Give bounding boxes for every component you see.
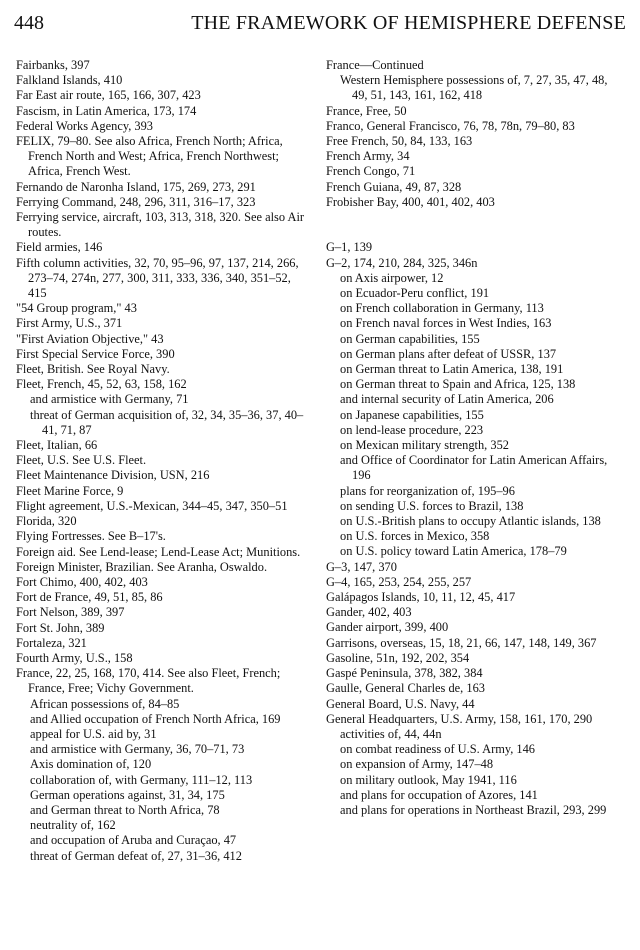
index-entry: Fleet Maintenance Division, USN, 216 — [16, 468, 210, 483]
index-entry: G–4, 165, 253, 254, 255, 257 — [326, 574, 472, 589]
index-entry: Florida, 320 — [16, 514, 77, 529]
index-subentry: and internal security of Latin America, 206 — [340, 392, 554, 407]
index-entry: Fleet, British. See Royal Navy. — [16, 362, 170, 377]
index-column-left — [16, 58, 308, 864]
index-entry: Fairbanks, 397 — [16, 58, 90, 72]
index-entry: FELIX, 79–80. See also Africa, French North; Africa, French North and West; Africa, French Northwest; Africa, French West. — [16, 134, 283, 179]
index-subentry: and German threat to North Africa, 78 — [30, 802, 220, 817]
index-entry: Federal Works Agency, 393 — [16, 118, 153, 133]
index-entry: Fortaleza, 321 — [16, 635, 87, 650]
index-entry: Field armies, 146 — [16, 240, 103, 255]
index-entry: Foreign Minister, Brazilian. See Aranha, Oswaldo. — [16, 559, 268, 574]
index-entry: Gaulle, General Charles de, 163 — [326, 681, 485, 696]
index-entry: France—Continued — [326, 58, 424, 72]
index-subentry: and occupation of Aruba and Curaçao, 47 — [30, 833, 237, 848]
index-subentry: collaboration of, with Germany, 111–12, 113 — [30, 772, 253, 787]
running-title: THE FRAMEWORK OF HEMISPHERE DEFENSE — [191, 12, 626, 34]
index-subentry: on lend-lease procedure, 223 — [340, 422, 484, 437]
index-entry: "First Aviation Objective," 43 — [16, 331, 164, 346]
index-entry: Gander airport, 399, 400 — [326, 620, 449, 635]
index-entry: Fifth column activities, 32, 70, 95–96, 97, 137, 214, 266, 273–74, 274n, 277, 300, 311, 333, 336, 340, 351–52, 415 — [16, 255, 299, 301]
index-entry: Gaspé Peninsula, 378, 382, 384 — [326, 666, 483, 681]
index-entry: Fort Chimo, 400, 402, 403 — [16, 574, 148, 589]
index-subentry: and armistice with Germany, 71 — [30, 392, 189, 407]
index-entry: Garrisons, overseas, 15, 18, 21, 66, 147, 148, 149, 367 — [326, 635, 597, 650]
page-number: 448 — [14, 12, 44, 34]
index-subentry: plans for reorganization of, 195–96 — [340, 483, 515, 498]
index-subentry: and plans for occupation of Azores, 141 — [340, 787, 538, 802]
index-subentry: Western Hemisphere possessions of, 7, 27, 35, 47, 48, 49, 51, 143, 161, 162, 418 — [340, 73, 608, 103]
index-subentry: neutrality of, 162 — [30, 818, 116, 833]
index-entry: Fleet Marine Force, 9 — [16, 483, 124, 498]
index-entry: Gander, 402, 403 — [326, 605, 412, 620]
index-entry: Flying Fortresses. See B–17's. — [16, 529, 166, 544]
index-subentry: and Allied occupation of French North Africa, 169 — [30, 711, 281, 726]
index-entry: G–3, 147, 370 — [326, 559, 397, 574]
index-subentry: on expansion of Army, 147–48 — [340, 757, 494, 772]
index-subentry: on French naval forces in West Indies, 163 — [340, 316, 552, 331]
index-entry: French Army, 34 — [326, 149, 410, 164]
index-subentry: on German plans after defeat of USSR, 137 — [340, 346, 557, 361]
index-entry: Falkland Islands, 410 — [16, 73, 123, 88]
index-entry: Foreign aid. See Lend-lease; Lend-Lease Act; Munitions. — [16, 544, 301, 559]
index-subentry: appeal for U.S. aid by, 31 — [30, 726, 157, 741]
index-subentry: on German capabilities, 155 — [340, 331, 480, 346]
index-subentry: activities of, 44, 44n — [340, 726, 442, 741]
index-entry: French Guiana, 49, 87, 328 — [326, 179, 462, 194]
index-subentry: on French collaboration in Germany, 113 — [340, 301, 544, 316]
index-subentry: German operations against, 31, 34, 175 — [30, 787, 225, 802]
index-entry: First Special Service Force, 390 — [16, 346, 175, 361]
index-entry: Fernando de Naronha Island, 175, 269, 273, 291 — [16, 179, 256, 194]
index-entry: Free French, 50, 84, 133, 163 — [326, 134, 473, 149]
index-subentry: on Japanese capabilities, 155 — [340, 407, 484, 422]
index-entry: Frobisher Bay, 400, 401, 402, 403 — [326, 194, 495, 209]
index-entry: "54 Group program," 43 — [16, 301, 137, 316]
index-entry: France, 22, 25, 168, 170, 414. See also Fleet, French; France, Free; Vichy Government. — [16, 666, 281, 696]
index-subentry: on military outlook, May 1941, 116 — [340, 772, 517, 787]
index-subentry: on Axis airpower, 12 — [340, 270, 444, 285]
index-entry: General Headquarters, U.S. Army, 158, 161, 170, 290 — [326, 711, 593, 726]
index-subentry: on combat readiness of U.S. Army, 146 — [340, 742, 536, 757]
index-entry: Flight agreement, U.S.-Mexican, 344–45, 347, 350–51 — [16, 498, 288, 513]
page-header — [14, 12, 626, 38]
index-entry: Gasoline, 51n, 192, 202, 354 — [326, 650, 470, 665]
index-subentry: threat of German defeat of, 27, 31–36, 412 — [30, 848, 242, 863]
section-gap — [326, 225, 626, 240]
index-subentry: on Ecuador-Peru conflict, 191 — [340, 286, 490, 301]
index-entry: General Board, U.S. Navy, 44 — [326, 696, 475, 711]
index-subentry: threat of German acquisition of, 32, 34, 35–36, 37, 40–41, 71, 87 — [30, 407, 304, 437]
section-gap — [326, 210, 626, 225]
index-entry: Fort de France, 49, 51, 85, 86 — [16, 590, 163, 605]
index-subentry: and armistice with Germany, 36, 70–71, 73 — [30, 742, 245, 757]
index-entry: Far East air route, 165, 166, 307, 423 — [16, 88, 201, 103]
index-subentry: and Office of Coordinator for Latin American Affairs, 196 — [340, 453, 608, 483]
index-entry: Ferrying service, aircraft, 103, 313, 318, 320. See also Air routes. — [16, 210, 305, 240]
index-column-right — [326, 58, 626, 818]
index-entry: Fleet, Italian, 66 — [16, 438, 98, 453]
index-entry: Franco, General Francisco, 76, 78, 78n, 79–80, 83 — [326, 118, 575, 133]
index-entry: G–2, 174, 210, 284, 325, 346n — [326, 255, 478, 270]
index-subentry: on sending U.S. forces to Brazil, 138 — [340, 498, 524, 513]
index-entry: Fort Nelson, 389, 397 — [16, 605, 125, 620]
index-entry: Fascism, in Latin America, 173, 174 — [16, 103, 197, 118]
index-entry: Fourth Army, U.S., 158 — [16, 650, 133, 665]
index-subentry: African possessions of, 84–85 — [30, 696, 180, 711]
index-entry: French Congo, 71 — [326, 164, 416, 179]
index-subentry: on German threat to Latin America, 138, 191 — [340, 362, 564, 377]
index-entry: Fleet, U.S. See U.S. Fleet. — [16, 453, 147, 468]
index-entry: Galápagos Islands, 10, 11, 12, 45, 417 — [326, 590, 516, 605]
index-entry: Fleet, French, 45, 52, 63, 158, 162 — [16, 377, 187, 392]
index-entry: Ferrying Command, 248, 296, 311, 316–17, 323 — [16, 194, 256, 209]
index-subentry: on German threat to Spain and Africa, 125, 138 — [340, 377, 576, 392]
index-entry: First Army, U.S., 371 — [16, 316, 123, 331]
index-entry: France, Free, 50 — [326, 103, 407, 118]
index-subentry: on Mexican military strength, 352 — [340, 438, 509, 453]
index-subentry: on U.S. policy toward Latin America, 178–79 — [340, 544, 567, 559]
index-subentry: on U.S.-British plans to occupy Atlantic islands, 138 — [340, 514, 601, 529]
index-subentry: on U.S. forces in Mexico, 358 — [340, 529, 490, 544]
index-entry: G–1, 139 — [326, 240, 373, 255]
index-subentry: Axis domination of, 120 — [30, 757, 152, 772]
index-subentry: and plans for operations in Northeast Brazil, 293, 299 — [340, 802, 607, 817]
index-entry: Fort St. John, 389 — [16, 620, 105, 635]
